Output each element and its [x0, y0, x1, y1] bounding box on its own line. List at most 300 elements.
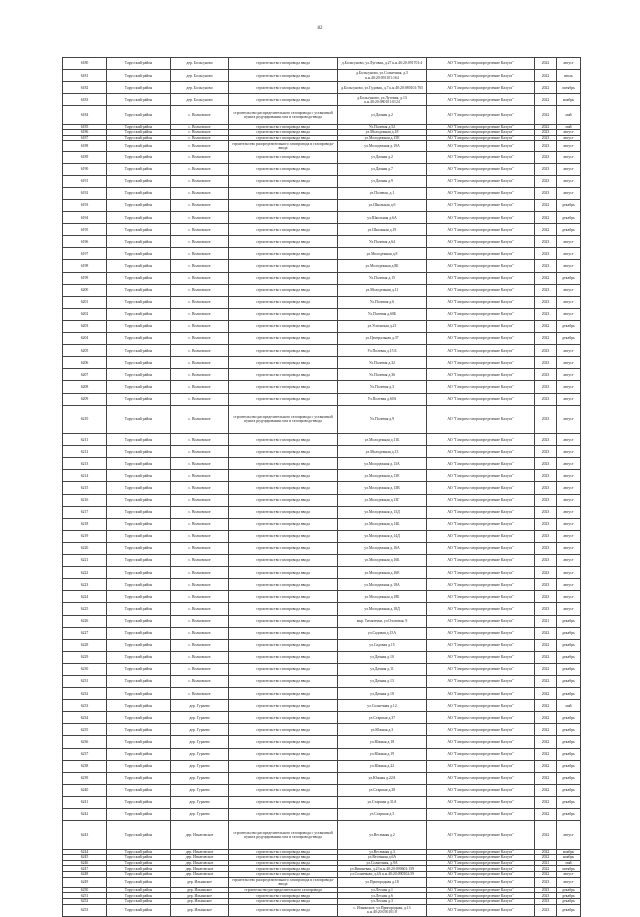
organization-cell: АО "Газпром газораспределение Калуга" — [427, 236, 535, 248]
table-row — [63, 675, 581, 687]
district-cell: Тарусский район — [107, 579, 171, 591]
district-cell: Тарусский район — [107, 405, 171, 434]
work-type-cell: строительство газопровода ввода — [229, 784, 338, 796]
address-cell: д.Больсуново, ул.Солнечная, д.5 к.н.40:20:091101:164 — [338, 70, 427, 82]
table-row — [63, 760, 581, 772]
row-number: 6211 — [63, 434, 107, 446]
settlement-cell: с. Волковское — [171, 579, 229, 591]
month-cell: май — [557, 700, 581, 712]
work-type-cell: строительство газопровода ввода — [229, 615, 338, 627]
district-cell: Тарусский район — [107, 434, 171, 446]
district-cell: Тарусский район — [107, 284, 171, 296]
work-type-cell: строительство газопровода ввода — [229, 591, 338, 603]
settlement-cell: с. Волковское — [171, 106, 229, 124]
organization-cell: АО "Газпром газораспределение Калуга" — [427, 494, 535, 506]
year-cell: 2023 — [535, 591, 557, 603]
settlement-cell: дер. Гурьево — [171, 760, 229, 772]
row-number: 6184 — [63, 106, 107, 124]
month-cell: декабрь — [557, 784, 581, 796]
district-cell: Тарусский район — [107, 163, 171, 175]
address-cell: ул.Дачная д.7 — [338, 163, 427, 175]
address-cell: ул.Молодежная д.18А — [338, 579, 427, 591]
table-row — [63, 615, 581, 627]
district-cell: Тарусский район — [107, 809, 171, 821]
organization-cell: АО "Газпром газораспределение Калуга" — [427, 320, 535, 332]
address-cell: ул.Весенняя д.2 — [338, 821, 427, 850]
settlement-cell: с. Волковское — [171, 124, 229, 130]
year-cell: 2022 — [535, 849, 557, 855]
year-cell: 2023 — [535, 284, 557, 296]
year-cell: 2022 — [535, 712, 557, 724]
district-cell: Тарусский район — [107, 124, 171, 130]
address-cell: ул.Лесная д.1 — [338, 887, 427, 893]
month-cell: август — [557, 434, 581, 446]
address-cell: ул.Весенняя д.6А — [338, 855, 427, 861]
work-type-cell: строительство газопровода ввода — [229, 369, 338, 381]
organization-cell: АО "Газпром газораспределение Калуга" — [427, 393, 535, 405]
address-cell: ул.Молодежная д.16Б — [338, 555, 427, 567]
district-cell: Тарусский район — [107, 871, 171, 877]
row-number: 6191 — [63, 175, 107, 187]
month-cell: август — [557, 821, 581, 850]
organization-cell: АО "Газпром газораспределение Калуга" — [427, 248, 535, 260]
month-cell: август — [557, 446, 581, 458]
organization-cell: АО "Газпром газораспределение Калуга" — [427, 506, 535, 518]
row-number: 6218 — [63, 518, 107, 530]
row-number: 6198 — [63, 260, 107, 272]
month-cell: декабрь — [557, 772, 581, 784]
month-cell: август — [557, 567, 581, 579]
table-row — [63, 405, 581, 434]
organization-cell: АО "Газпром газораспределение Калуга" — [427, 106, 535, 124]
settlement-cell: с. Волковское — [171, 470, 229, 482]
settlement-cell: дер. Больсуново — [171, 70, 229, 82]
district-cell: Тарусский район — [107, 260, 171, 272]
settlement-cell: с. Волковское — [171, 236, 229, 248]
settlement-cell: дер. Игнатовское — [171, 860, 229, 866]
address-cell: с. Ильинское, ул.Пригородная, д.13 к.н.40:20:050101:8 — [338, 904, 427, 916]
month-cell: декабрь — [557, 898, 581, 904]
month-cell: август — [557, 187, 581, 199]
year-cell: 2022 — [535, 724, 557, 736]
organization-cell: АО "Газпром газораспределение Калуга" — [427, 224, 535, 236]
address-cell: ул.Весенняя д.3 — [338, 849, 427, 855]
work-type-cell: строительство газопровода ввода — [229, 518, 338, 530]
page-number: 82 — [317, 26, 323, 31]
row-number: 6215 — [63, 482, 107, 494]
work-type-cell: строительство газопровода ввода — [229, 187, 338, 199]
table-row — [63, 151, 581, 163]
work-type-cell: строительство газопровода ввода — [229, 272, 338, 284]
month-cell: декабрь — [557, 212, 581, 224]
work-type-cell: строительство газопровода ввода — [229, 260, 338, 272]
district-cell: Тарусский район — [107, 381, 171, 393]
district-cell: Тарусский район — [107, 320, 171, 332]
settlement-cell: с. Волковское — [171, 163, 229, 175]
month-cell: август — [557, 296, 581, 308]
organization-cell: АО "Газпром газораспределение Калуга" — [427, 187, 535, 199]
table-row — [63, 333, 581, 345]
settlement-cell: с. Волковское — [171, 405, 229, 434]
year-cell: 2023 — [535, 506, 557, 518]
row-number: 6229 — [63, 651, 107, 663]
row-number: 6221 — [63, 555, 107, 567]
organization-cell: АО "Газпром газораспределение Калуга" — [427, 627, 535, 639]
organization-cell: АО "Газпром газораспределение Калуга" — [427, 151, 535, 163]
address-cell: ул.Дачная д.2 — [338, 106, 427, 124]
address-cell: ул.Дачная д.11 — [338, 663, 427, 675]
district-cell: Тарусский район — [107, 345, 171, 357]
organization-cell: АО "Газпром газораспределение Калуга" — [427, 124, 535, 130]
row-number: 6223 — [63, 579, 107, 591]
table-row — [63, 784, 581, 796]
settlement-cell: с. Волковское — [171, 345, 229, 357]
work-type-cell: строительство газопровода ввода — [229, 866, 338, 872]
month-cell: август — [557, 163, 581, 175]
district-cell: Тарусский район — [107, 860, 171, 866]
organization-cell: АО "Газпром газораспределение Калуга" — [427, 760, 535, 772]
address-cell: ул.Молодежная д.14Д — [338, 530, 427, 542]
month-cell: декабрь — [557, 887, 581, 893]
district-cell: Тарусский район — [107, 224, 171, 236]
address-cell: ул.Успенская д.21 — [338, 320, 427, 332]
month-cell: август — [557, 393, 581, 405]
row-number: 6238 — [63, 760, 107, 772]
table-row — [63, 94, 581, 106]
work-type-cell: строительство газопровода ввода — [229, 898, 338, 904]
row-number: 6240 — [63, 784, 107, 796]
settlement-cell: с. Волковское — [171, 518, 229, 530]
table-row — [63, 446, 581, 458]
settlement-cell: с. Волковское — [171, 567, 229, 579]
district-cell: Тарусский район — [107, 333, 171, 345]
month-cell: декабрь — [557, 272, 581, 284]
work-type-cell: строительство газопровода ввода — [229, 320, 338, 332]
row-number: 6242 — [63, 809, 107, 821]
district-cell: Тарусский район — [107, 555, 171, 567]
district-cell: Тарусский район — [107, 200, 171, 212]
organization-cell: АО "Газпром газораспределение Калуга" — [427, 877, 535, 887]
month-cell: август — [557, 369, 581, 381]
year-cell: 2023 — [535, 141, 557, 151]
table-row — [63, 796, 581, 808]
year-cell: 2023 — [535, 555, 557, 567]
table-row — [63, 236, 581, 248]
work-type-cell: строительство газопровода ввода — [229, 434, 338, 446]
work-type-cell: строительство газопровода ввода — [229, 82, 338, 94]
address-cell: Ул.Полевая д.36 — [338, 369, 427, 381]
address-cell: ул.Молодежная д.8 — [338, 248, 427, 260]
row-number: 6233 — [63, 700, 107, 712]
table-row — [63, 187, 581, 199]
organization-cell: АО "Газпром газораспределение Калуга" — [427, 700, 535, 712]
year-cell: 2022 — [535, 821, 557, 850]
organization-cell: АО "Газпром газораспределение Калуга" — [427, 94, 535, 106]
year-cell: 2022 — [535, 748, 557, 760]
month-cell: август — [557, 506, 581, 518]
district-cell: Тарусский район — [107, 736, 171, 748]
district-cell: Тарусский район — [107, 724, 171, 736]
organization-cell: АО "Газпром газораспределение Калуга" — [427, 212, 535, 224]
work-type-cell: строительство газопровода ввода — [229, 284, 338, 296]
row-number: 6204 — [63, 333, 107, 345]
district-cell: Тарусский район — [107, 58, 171, 70]
table-row — [63, 518, 581, 530]
table-row — [63, 651, 581, 663]
district-cell: Тарусский район — [107, 446, 171, 458]
row-number: 6188 — [63, 141, 107, 151]
month-cell: август — [557, 130, 581, 136]
month-cell: декабрь — [557, 651, 581, 663]
organization-cell: АО "Газпром газораспределение Калуга" — [427, 748, 535, 760]
row-number: 6181 — [63, 70, 107, 82]
settlement-cell: с. Волковское — [171, 458, 229, 470]
table-row — [63, 542, 581, 554]
work-type-cell: строительство газопровода ввода — [229, 357, 338, 369]
row-number: 6193 — [63, 200, 107, 212]
month-cell: декабрь — [557, 639, 581, 651]
settlement-cell: дер. Ильинское — [171, 893, 229, 899]
year-cell: 2022 — [535, 871, 557, 877]
settlement-cell: дер. Игнатовское — [171, 821, 229, 850]
district-cell: Тарусский район — [107, 821, 171, 850]
district-cell: Тарусский район — [107, 470, 171, 482]
work-type-cell: строительство газопровода ввода — [229, 651, 338, 663]
year-cell: 2023 — [535, 603, 557, 615]
address-cell: д.Больсуново, ул.Луговая, д.27 к.н.40:20:091701:4 — [338, 58, 427, 70]
month-cell: июль — [557, 70, 581, 82]
table-row — [63, 212, 581, 224]
register-table-body — [63, 58, 581, 917]
settlement-cell: дер. Больсуново — [171, 94, 229, 106]
table-row — [63, 887, 581, 893]
month-cell: август — [557, 381, 581, 393]
settlement-cell: с. Волковское — [171, 663, 229, 675]
district-cell: Тарусский район — [107, 135, 171, 141]
table-row — [63, 224, 581, 236]
address-cell: ул.Лесная д.3 — [338, 898, 427, 904]
settlement-cell: дер. Ильинское — [171, 887, 229, 893]
work-type-cell: строительство газопровода ввода — [229, 700, 338, 712]
month-cell: август — [557, 530, 581, 542]
settlement-cell: с. Волковское — [171, 212, 229, 224]
month-cell: август — [557, 405, 581, 434]
month-cell: декабрь — [557, 688, 581, 700]
year-cell: 2023 — [535, 893, 557, 899]
organization-cell: АО "Газпром газораспределение Калуга" — [427, 893, 535, 899]
settlement-cell: дер. Игнатовское — [171, 849, 229, 855]
row-number: 6200 — [63, 284, 107, 296]
district-cell: Тарусский район — [107, 151, 171, 163]
district-cell: Тарусский район — [107, 458, 171, 470]
work-type-cell: строительство газопровода ввода — [229, 296, 338, 308]
table-row — [63, 308, 581, 320]
work-type-cell: строительство газопровода ввода — [229, 675, 338, 687]
organization-cell: АО "Газпром газораспределение Калуга" — [427, 333, 535, 345]
district-cell: Тарусский район — [107, 627, 171, 639]
district-cell: Тарусский район — [107, 141, 171, 151]
settlement-cell: с. Волковское — [171, 308, 229, 320]
work-type-cell: строительство газопровода ввода — [229, 855, 338, 861]
organization-cell: АО "Газпром газораспределение Калуга" — [427, 772, 535, 784]
district-cell: Тарусский район — [107, 357, 171, 369]
work-type-cell: строительство газопровода ввода — [229, 200, 338, 212]
table-row — [63, 175, 581, 187]
year-cell: 2023 — [535, 345, 557, 357]
row-number: 6197 — [63, 248, 107, 260]
year-cell: 2023 — [535, 393, 557, 405]
row-number: 6249 — [63, 877, 107, 887]
organization-cell: АО "Газпром газораспределение Калуга" — [427, 555, 535, 567]
settlement-cell: с. Волковское — [171, 615, 229, 627]
month-cell: август — [557, 603, 581, 615]
organization-cell: АО "Газпром газораспределение Калуга" — [427, 651, 535, 663]
work-type-cell: строительство распределительного газопровода с установкой пункта редуцирования газа и газопровода-ввода — [229, 405, 338, 434]
table-row — [63, 724, 581, 736]
settlement-cell: с. Волковское — [171, 296, 229, 308]
year-cell: 2023 — [535, 877, 557, 887]
organization-cell: АО "Газпром газораспределение Калуга" — [427, 163, 535, 175]
table-row — [63, 736, 581, 748]
work-type-cell: строительство газопровода ввода — [229, 530, 338, 542]
address-cell: ул.Старшая д.5 — [338, 809, 427, 821]
work-type-cell: строительство газопровода ввода — [229, 712, 338, 724]
table-row — [63, 603, 581, 615]
table-row — [63, 296, 581, 308]
settlement-cell: с. Волковское — [171, 357, 229, 369]
work-type-cell: строительство газопровода ввода — [229, 748, 338, 760]
work-type-cell: строительство распределительного газопровода с установкой пункта редуцирования газа и газопровода-ввода — [229, 106, 338, 124]
row-number: 6237 — [63, 748, 107, 760]
district-cell: Тарусский район — [107, 688, 171, 700]
year-cell: 2023 — [535, 494, 557, 506]
year-cell: 2022 — [535, 675, 557, 687]
year-cell: 2022 — [535, 82, 557, 94]
month-cell: август — [557, 151, 581, 163]
month-cell: август — [557, 141, 581, 151]
year-cell: 2021 — [535, 860, 557, 866]
address-cell: ул.Центральная д.37 — [338, 333, 427, 345]
table-row — [63, 821, 581, 850]
address-cell: Ул.Полевая д.32 — [338, 357, 427, 369]
district-cell: Тарусский район — [107, 615, 171, 627]
table-row — [63, 772, 581, 784]
settlement-cell: дер. Гурьево — [171, 736, 229, 748]
organization-cell: АО "Газпром газораспределение Калуга" — [427, 482, 535, 494]
district-cell: Тарусский район — [107, 887, 171, 893]
organization-cell: АО "Газпром газораспределение Калуга" — [427, 70, 535, 82]
row-number: 6235 — [63, 724, 107, 736]
settlement-cell: с. Волковское — [171, 542, 229, 554]
district-cell: Тарусский район — [107, 236, 171, 248]
settlement-cell: с. Волковское — [171, 494, 229, 506]
work-type-cell: строительство газопровода ввода — [229, 506, 338, 518]
settlement-cell: с. Волковское — [171, 393, 229, 405]
year-cell: 2022 — [535, 688, 557, 700]
organization-cell: АО "Газпром газораспределение Калуга" — [427, 141, 535, 151]
settlement-cell: с. Волковское — [171, 506, 229, 518]
organization-cell: АО "Газпром газораспределение Калуга" — [427, 135, 535, 141]
register-table — [62, 57, 581, 917]
year-cell: 2022 — [535, 663, 557, 675]
organization-cell: АО "Газпром газораспределение Калуга" — [427, 284, 535, 296]
settlement-cell: с. Волковское — [171, 224, 229, 236]
work-type-cell: строительство газопровода ввода — [229, 175, 338, 187]
settlement-cell: с. Волковское — [171, 135, 229, 141]
month-cell: август — [557, 555, 581, 567]
work-type-cell: строительство газопровода ввода — [229, 555, 338, 567]
organization-cell: АО "Газпром газораспределение Калуга" — [427, 675, 535, 687]
row-number: 6209 — [63, 393, 107, 405]
row-number: 6228 — [63, 639, 107, 651]
address-cell: ул.Полевая, д.1 — [338, 187, 427, 199]
address-cell: ул.Дачная д.18 — [338, 688, 427, 700]
work-type-cell: строительство газопровода ввода — [229, 736, 338, 748]
organization-cell: АО "Газпром газораспределение Калуга" — [427, 639, 535, 651]
work-type-cell: строительство газопровода ввода — [229, 772, 338, 784]
table-row — [63, 320, 581, 332]
month-cell: август — [557, 236, 581, 248]
organization-cell: АО "Газпром газораспределение Калуга" — [427, 898, 535, 904]
year-cell: 2022 — [535, 320, 557, 332]
address-cell: ул.Солнечная д.12 — [338, 700, 427, 712]
settlement-cell: с. Волковское — [171, 675, 229, 687]
row-number: 6226 — [63, 615, 107, 627]
row-number: 6214 — [63, 470, 107, 482]
work-type-cell: строительство газопровода ввода — [229, 482, 338, 494]
row-number: 6246 — [63, 860, 107, 866]
settlement-cell: с. Волковское — [171, 333, 229, 345]
organization-cell: АО "Газпром газораспределение Калуга" — [427, 663, 535, 675]
year-cell: 2022 — [535, 272, 557, 284]
address-cell: ул.Южная д.19 — [338, 748, 427, 760]
organization-cell: АО "Газпром газораспределение Калуга" — [427, 871, 535, 877]
settlement-cell: дер. Игнатовское — [171, 855, 229, 861]
address-cell: ул.Школьная д.6А — [338, 212, 427, 224]
row-number: 6248 — [63, 871, 107, 877]
organization-cell: АО "Газпром газораспределение Калуга" — [427, 458, 535, 470]
year-cell: 2022 — [535, 200, 557, 212]
organization-cell: АО "Газпром газораспределение Калуга" — [427, 308, 535, 320]
address-cell: ул.Старшая д.31А — [338, 796, 427, 808]
organization-cell: АО "Газпром газораспределение Калуга" — [427, 518, 535, 530]
row-number: 6243 — [63, 821, 107, 850]
month-cell: август — [557, 175, 581, 187]
row-number: 6203 — [63, 320, 107, 332]
organization-cell: АО "Газпром газораспределение Калуга" — [427, 130, 535, 136]
row-number: 6222 — [63, 567, 107, 579]
district-cell: Тарусский район — [107, 849, 171, 855]
month-cell: декабрь — [557, 320, 581, 332]
settlement-cell: дер. Гурьево — [171, 796, 229, 808]
row-number: 6213 — [63, 458, 107, 470]
row-number: 6217 — [63, 506, 107, 518]
row-number: 6206 — [63, 357, 107, 369]
year-cell: 2022 — [535, 736, 557, 748]
settlement-cell: дер. Ильинское — [171, 898, 229, 904]
month-cell: август — [557, 135, 581, 141]
settlement-cell: с. Волковское — [171, 555, 229, 567]
organization-cell: АО "Газпром газораспределение Калуга" — [427, 615, 535, 627]
district-cell: Тарусский район — [107, 272, 171, 284]
address-cell: ул.Молодежная д.13 — [338, 446, 427, 458]
settlement-cell: с. Волковское — [171, 284, 229, 296]
address-cell: Ул.Полевая д.60Б — [338, 308, 427, 320]
address-cell: д.Больсуново, ул.Луговая, д.13 к.н.40:20:080101:0124 — [338, 94, 427, 106]
settlement-cell: дер. Гурьево — [171, 724, 229, 736]
settlement-cell: с. Волковское — [171, 187, 229, 199]
address-cell: Ул.Полевая д.6 — [338, 296, 427, 308]
